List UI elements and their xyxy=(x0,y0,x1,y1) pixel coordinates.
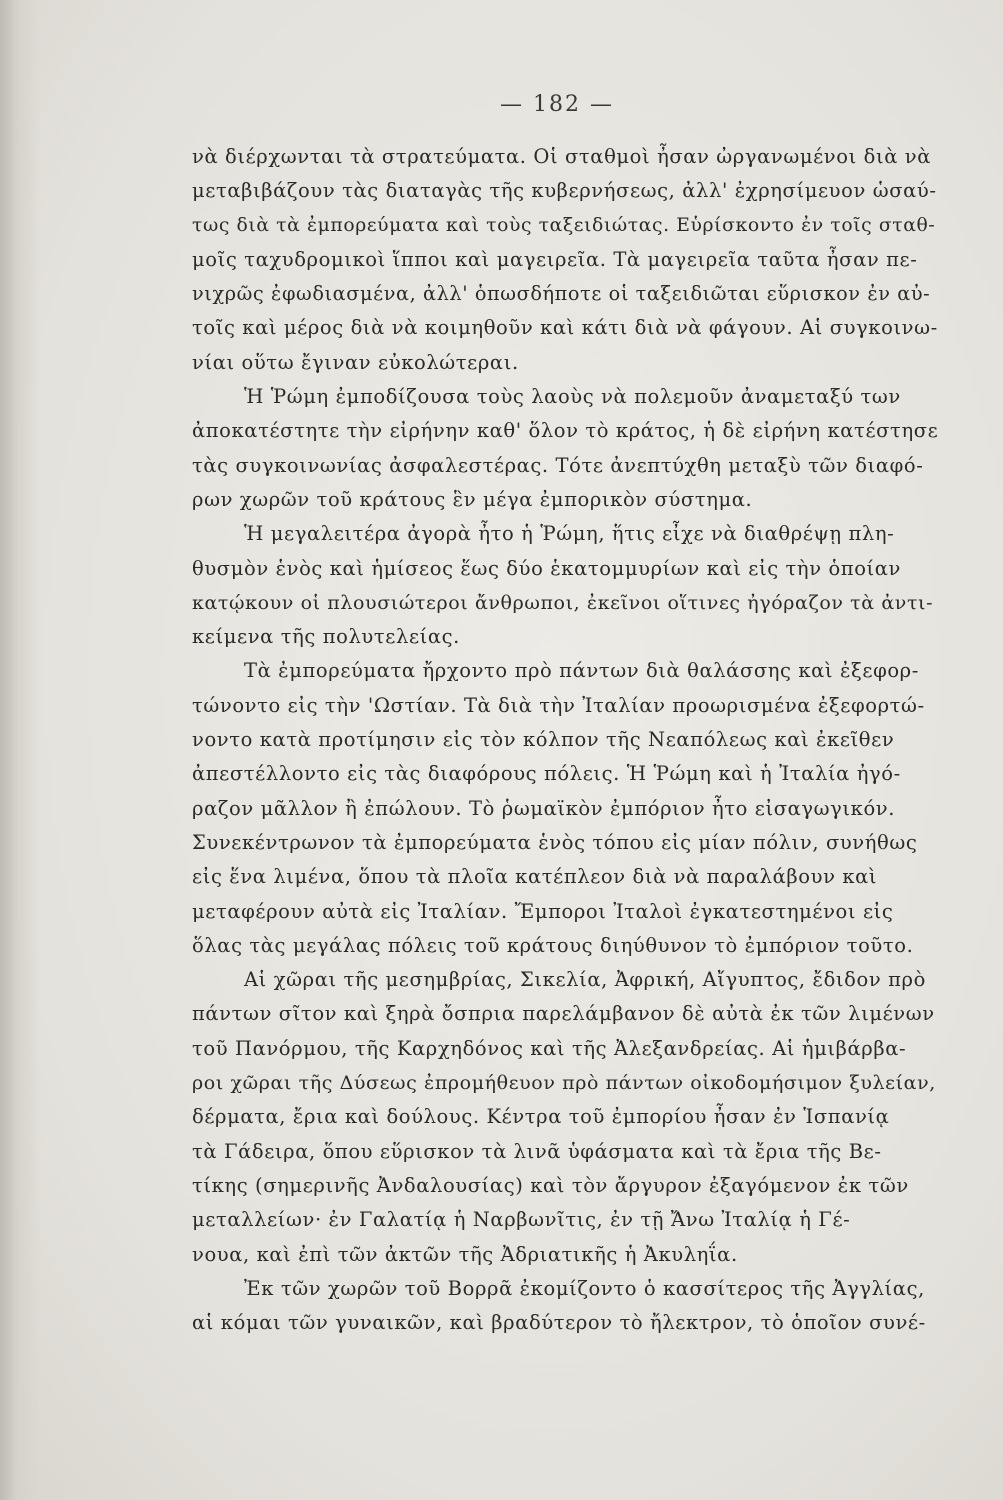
text-line: δέρματα, ἔρια καὶ δούλους. Κέντρα τοῦ ἐμπορίου ἦσαν ἐν Ἱσπανίᾳ xyxy=(192,1105,890,1129)
text-line: ὅλας τὰς μεγάλας πόλεις τοῦ κράτους διηύθυνον τὸ ἐμπόριον τοῦτο. xyxy=(192,933,914,957)
text-line: εἰς ἕνα λιμένα, ὅπου τὰ πλοῖα κατέπλεον διὰ νὰ παραλάβουν καὶ xyxy=(192,865,878,889)
text-line: νιχρῶς ἐφωδιασμένα, ἀλλ' ὁπωσδήποτε οἱ ταξειδιῶται εὕρισκον ἐν αὐ- xyxy=(192,282,931,306)
paragraph-start-line: Ἡ μεγαλειτέρα ἀγορὰ ἦτο ἡ Ῥώμη, ἥτις εἶχε νὰ διαθρέψῃ πλη- xyxy=(244,522,895,546)
paragraph-start-line: Ἐκ τῶν χωρῶν τοῦ Βορρᾶ ἐκομίζοντο ὁ κασσίτερος τῆς Ἀγγλίας, xyxy=(244,1276,925,1300)
text-line: νοντο κατὰ προτίμησιν εἰς τὸν κόλπον τῆς Νεαπόλεως καὶ ἐκεῖθεν xyxy=(192,728,895,752)
text-line: νίαι οὕτω ἔγιναν εὐκολώτεραι. xyxy=(192,350,519,374)
text-line: τοῖς καὶ μέρος διὰ νὰ κοιμηθοῦν καὶ κάτι διὰ νὰ φάγουν. Αἱ συγκοινω- xyxy=(192,316,938,340)
text-line: κείμενα τῆς πολυτελείας. xyxy=(192,625,460,649)
paragraph-start-line: Ἡ Ῥώμη ἐμποδίζουσα τοὺς λαοὺς νὰ πολεμοῦν ἀναμεταξύ των xyxy=(244,385,901,409)
text-line: ροι χῶραι τῆς Δύσεως ἐπρομήθευον πρὸ πάντων οἰκοδομήσιμον ξυλείαν, xyxy=(192,1072,936,1095)
text-line: τὰς συγκοινωνίας ἀσφαλεστέρας. Τότε ἀνεπτύχθη μεταξὺ τῶν διαφό- xyxy=(192,453,924,477)
text-line: μεταλλείων· ἐν Γαλατίᾳ ἡ Ναρβωνῖτις, ἐν τῇ Ἄνω Ἰταλίᾳ ἡ Γέ- xyxy=(192,1208,851,1232)
text-line: ραζον μᾶλλον ἢ ἐπώλουν. Τὸ ῥωμαϊκὸν ἐμπόριον ἦτο εἰσαγωγικόν. xyxy=(192,796,896,820)
text-line: κατῴκουν οἱ πλουσιώτεροι ἄνθρωποι, ἐκεῖνοι οἵτινες ἠγόραζον τὰ ἀντι- xyxy=(192,591,934,614)
text-line: νουα, καὶ ἐπὶ τῶν ἀκτῶν τῆς Ἀδριατικῆς ἡ Ἀκυληΐα. xyxy=(192,1242,738,1266)
text-line: πάντων σῖτον καὶ ξηρὰ ὄσπρια παρελάμβανον δὲ αὐτὰ ἐκ τῶν λιμένων xyxy=(192,1002,935,1026)
body-text xyxy=(192,140,938,1340)
text-line: αἱ κόμαι τῶν γυναικῶν, καὶ βραδύτερον τὸ ἤλεκτρον, τὸ ὁποῖον συνέ- xyxy=(192,1311,926,1335)
text-line: νὰ διέρχωνται τὰ στρατεύματα. Οἱ σταθμοὶ ἦσαν ὠργανωμένοι διὰ νὰ xyxy=(192,145,932,168)
text-line: τὰ Γάδειρα, ὅπου εὕρισκον τὰ λινᾶ ὑφάσματα καὶ τὰ ἔρια τῆς Βε- xyxy=(192,1139,882,1163)
text-line: θυσμὸν ἑνὸς καὶ ἡμίσεος ἕως δύο ἑκατομμυρίων καὶ εἰς τὴν ὁποίαν xyxy=(192,556,902,580)
text-line: μεταβιβάζουν τὰς διαταγὰς τῆς κυβερνήσεως, ἀλλ' ἐχρησίμευον ὡσαύ- xyxy=(192,179,937,203)
text-line: τως διὰ τὰ ἐμπορεύματα καὶ τοὺς ταξειδιώτας. Εὑρίσκοντο ἐν τοῖς σταθ- xyxy=(192,214,936,236)
text-line: μοῖς ταχυδρομικοὶ ἵπποι καὶ μαγειρεῖα. Τὰ μαγειρεῖα ταῦτα ἦσαν πε- xyxy=(192,247,918,271)
text-line: Συνεκέντρωνον τὰ ἐμπορεύματα ἑνὸς τόπου εἰς μίαν πόλιν, συνήθως xyxy=(192,830,918,854)
text-line: ρων χωρῶν τοῦ κράτους ἓν μέγα ἐμπορικὸν σύστημα. xyxy=(192,487,753,511)
text-line: ἀπεστέλλοντο εἰς τὰς διαφόρους πόλεις. Ἡ Ῥώμη καὶ ἡ Ἰταλία ἠγό- xyxy=(192,762,901,786)
text-line: μεταφέρουν αὐτὰ εἰς Ἰταλίαν. Ἔμποροι Ἰταλοὶ ἐγκατεστημένοι εἰς xyxy=(192,899,894,923)
text-line: τοῦ Πανόρμου, τῆς Καρχηδόνος καὶ τῆς Ἀλεξανδρείας. Αἱ ἡμιβάρβα- xyxy=(192,1036,907,1060)
text-line: τώνοντο εἰς τὴν 'Ωστίαν. Τὰ διὰ τὴν Ἰταλίαν προωρισμένα ἐξεφορτώ- xyxy=(192,693,925,717)
paragraph-start-line: Αἱ χῶραι τῆς μεσημβρίας, Σικελία, Ἀφρική, Αἴγυπτος, ἔδιδον πρὸ xyxy=(244,968,926,992)
binding-shadow xyxy=(0,0,40,1500)
text-line: ἀποκατέστητε τὴν εἰρήνην καθ' ὅλον τὸ κράτος, ἡ δὲ εἰρήνη κατέστησε xyxy=(192,419,938,443)
paragraph-start-line: Τὰ ἐμπορεύματα ἤρχοντο πρὸ πάντων διὰ θαλάσσης καὶ ἐξεφορ- xyxy=(244,659,919,683)
page-number: — 182 — xyxy=(500,92,614,117)
text-line: τίκης (σημερινῆς Ἀνδαλουσίας) καὶ τὸν ἄργυρον ἐξαγόμενον ἐκ τῶν xyxy=(192,1173,909,1197)
